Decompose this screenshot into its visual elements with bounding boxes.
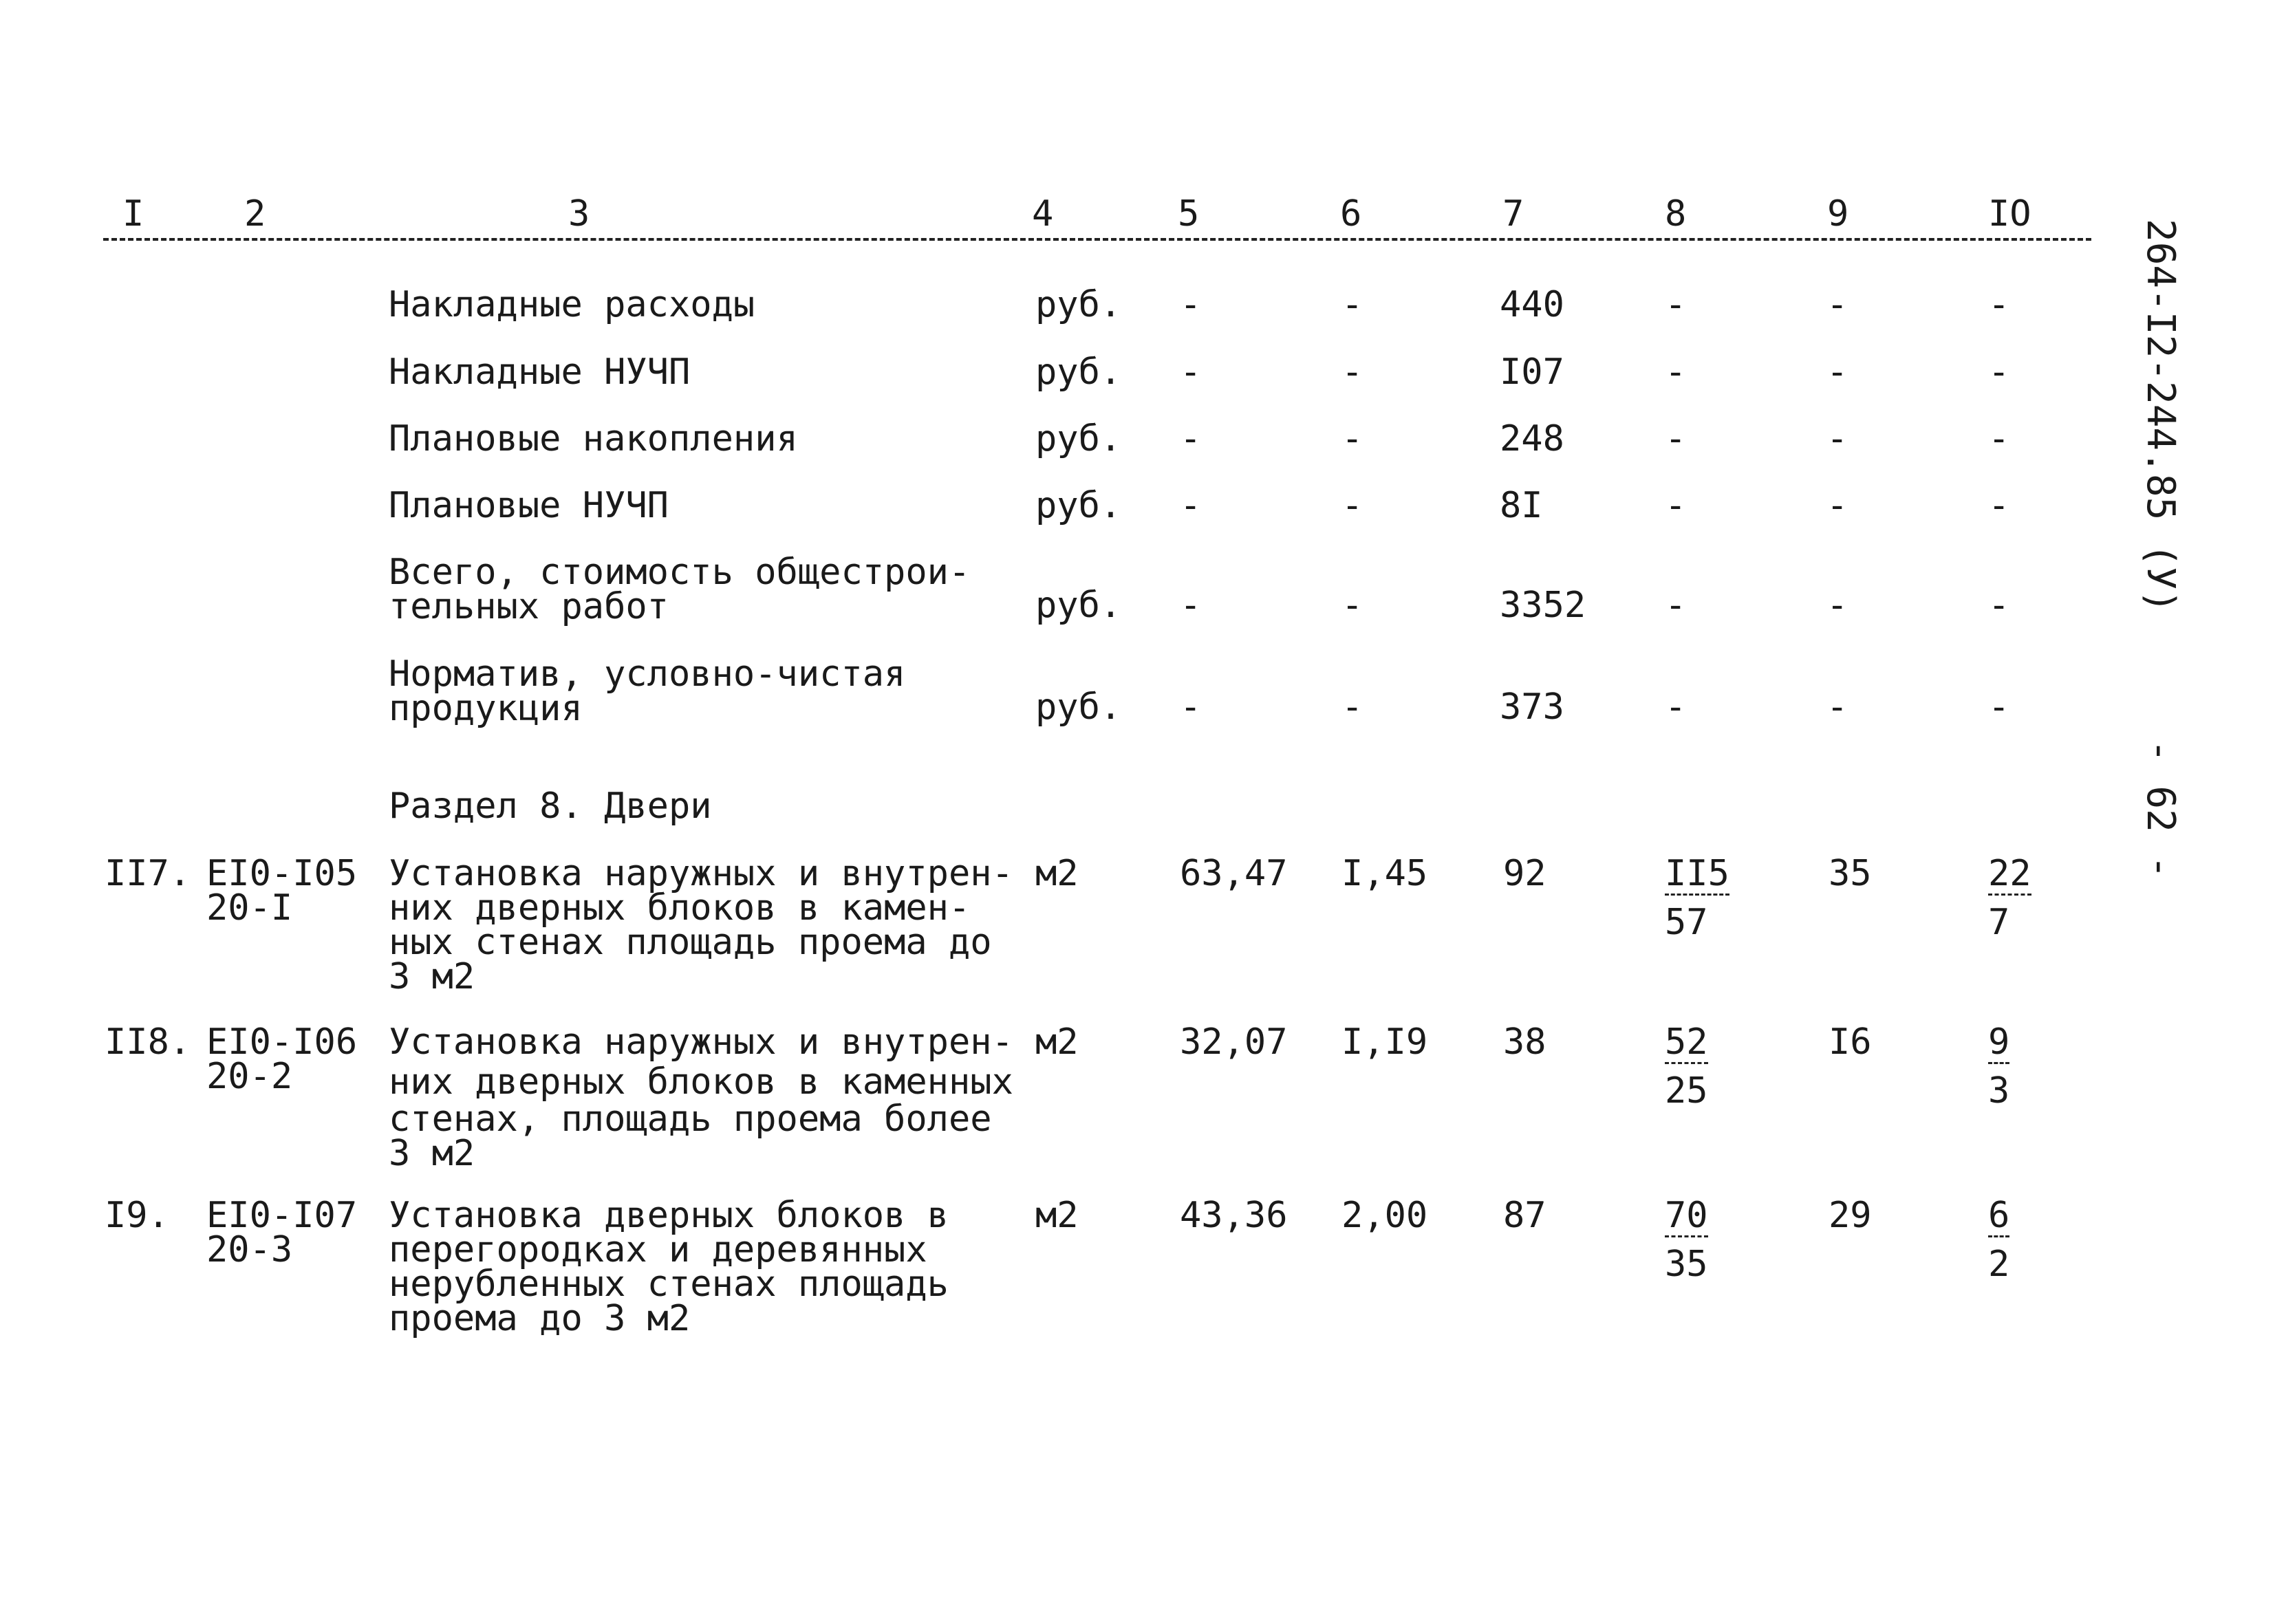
item-unit: м2 — [1035, 1195, 1079, 1236]
item-c6: I,I9 — [1341, 1021, 1428, 1063]
item-c10-fraction — [1988, 853, 2031, 943]
summary-c5: - — [1180, 686, 1202, 728]
item-c5: 32,07 — [1180, 1021, 1288, 1063]
item-unit: м2 — [1035, 1021, 1079, 1063]
fraction-numerator: 22 — [1988, 853, 2031, 894]
item-c6: 2,00 — [1341, 1195, 1428, 1236]
summary-c5: - — [1180, 418, 1202, 459]
fraction-denominator: 25 — [1665, 1070, 1708, 1112]
fraction-numerator: 9 — [1988, 1021, 2010, 1063]
item-c6: I,45 — [1341, 853, 1428, 894]
summary-unit: руб. — [1035, 351, 1122, 393]
summary-unit: руб. — [1035, 585, 1122, 626]
summary-c8: - — [1665, 585, 1687, 626]
summary-c9: - — [1826, 686, 1848, 728]
fraction-denominator: 2 — [1988, 1244, 2010, 1285]
summary-c8: - — [1665, 284, 1687, 325]
item-desc-line: нерубленных стенах площадь — [389, 1264, 949, 1305]
summary-c6: - — [1341, 585, 1363, 626]
col-header-10: IO — [1988, 193, 2031, 235]
col-header-1: I — [122, 193, 144, 235]
summary-name: Накладные НУЧП — [389, 351, 691, 393]
summary-c10: - — [1988, 418, 2010, 459]
summary-c6: - — [1341, 686, 1363, 728]
item-desc-line: них дверных блоков в каменных — [389, 1061, 1013, 1103]
item-number: I9. — [105, 1195, 169, 1236]
summary-unit: руб. — [1035, 418, 1122, 459]
fraction-numerator: 6 — [1988, 1195, 2010, 1236]
item-c8-fraction — [1665, 853, 1729, 943]
summary-c7: I07 — [1500, 351, 1564, 393]
item-desc-line: 3 м2 — [389, 1133, 475, 1174]
summary-c5: - — [1180, 351, 1202, 393]
col-header-4: 4 — [1032, 193, 1054, 235]
summary-name-line1: Норматив, условно-чистая — [389, 653, 906, 695]
summary-c9: - — [1826, 351, 1848, 393]
summary-c6: - — [1341, 284, 1363, 325]
summary-c10: - — [1988, 284, 2010, 325]
section-title: Раздел 8. Двери — [389, 786, 712, 827]
item-c5: 63,47 — [1180, 853, 1288, 894]
item-desc-line: Установка наружных и внутрен- — [389, 853, 1013, 894]
item-code-line2: 20-3 — [206, 1229, 293, 1270]
item-c10-fraction — [1988, 1195, 2010, 1285]
item-c10-fraction — [1988, 1021, 2010, 1112]
summary-unit: руб. — [1035, 284, 1122, 325]
summary-name: Накладные расходы — [389, 284, 755, 325]
fraction-denominator: 3 — [1988, 1070, 2010, 1112]
item-desc-line: них дверных блоков в камен- — [389, 887, 971, 929]
item-code-line1: EI0-I06 — [206, 1021, 358, 1063]
col-header-3: 3 — [568, 193, 590, 235]
item-c7: 38 — [1503, 1021, 1546, 1063]
item-desc-line: стенах, площадь проема более — [389, 1098, 992, 1140]
col-header-9: 9 — [1827, 193, 1849, 235]
summary-c6: - — [1341, 351, 1363, 393]
summary-c6: - — [1341, 418, 1363, 459]
summary-c7: 3352 — [1500, 585, 1586, 626]
summary-c10: - — [1988, 585, 2010, 626]
summary-c9: - — [1826, 485, 1848, 526]
item-desc-line: ных стенах площадь проема до — [389, 922, 992, 963]
summary-c8: - — [1665, 418, 1687, 459]
summary-c10: - — [1988, 686, 2010, 728]
page-number: - 62 - — [2138, 739, 2183, 879]
summary-c10: - — [1988, 351, 2010, 393]
summary-c8: - — [1665, 485, 1687, 526]
item-c8-fraction — [1665, 1195, 1708, 1285]
summary-name: Плановые накопления — [389, 418, 798, 459]
item-c7: 92 — [1503, 853, 1546, 894]
col-header-2: 2 — [244, 193, 266, 235]
summary-c5: - — [1180, 284, 1202, 325]
col-header-7: 7 — [1502, 193, 1524, 235]
fraction-denominator: 7 — [1988, 902, 2010, 943]
summary-c8: - — [1665, 686, 1687, 728]
item-unit: м2 — [1035, 853, 1079, 894]
summary-c10: - — [1988, 485, 2010, 526]
item-desc-line: проема до 3 м2 — [389, 1298, 691, 1339]
summary-c7: 373 — [1500, 686, 1564, 728]
item-desc-line: перегородках и деревянных — [389, 1229, 927, 1270]
document-code: 264-I2-244.85 (У) — [2138, 219, 2183, 614]
fraction-denominator: 57 — [1665, 902, 1708, 943]
summary-c9: - — [1826, 585, 1848, 626]
summary-c6: - — [1341, 485, 1363, 526]
item-c9: I6 — [1829, 1021, 1872, 1063]
summary-unit: руб. — [1035, 686, 1122, 728]
item-code-line2: 20-2 — [206, 1056, 293, 1097]
summary-name-line1: Всего, стоимость общестрои- — [389, 552, 971, 593]
summary-name-line2: продукция — [389, 688, 583, 729]
summary-c9: - — [1826, 284, 1848, 325]
summary-c7: 440 — [1500, 284, 1564, 325]
item-number: II8. — [105, 1021, 191, 1063]
fraction-denominator: 35 — [1665, 1244, 1708, 1285]
summary-name: Плановые НУЧП — [389, 485, 669, 526]
item-c9: 29 — [1829, 1195, 1872, 1236]
header-divider — [103, 238, 2091, 241]
summary-c5: - — [1180, 585, 1202, 626]
fraction-numerator: II5 — [1665, 853, 1729, 894]
col-header-6: 6 — [1340, 193, 1362, 235]
item-c5: 43,36 — [1180, 1195, 1288, 1236]
item-code-line1: EI0-I07 — [206, 1195, 358, 1236]
fraction-numerator: 70 — [1665, 1195, 1708, 1236]
item-desc-line: Установка наружных и внутрен- — [389, 1021, 1013, 1063]
summary-name-line2: тельных работ — [389, 586, 669, 627]
summary-c9: - — [1826, 418, 1848, 459]
col-header-5: 5 — [1178, 193, 1200, 235]
item-c8-fraction — [1665, 1021, 1708, 1112]
item-desc-line: Установка дверных блоков в — [389, 1195, 949, 1236]
item-c7: 87 — [1503, 1195, 1546, 1236]
fraction-numerator: 52 — [1665, 1021, 1708, 1063]
summary-c7: 8I — [1500, 485, 1543, 526]
summary-c5: - — [1180, 485, 1202, 526]
summary-c7: 248 — [1500, 418, 1564, 459]
item-number: II7. — [105, 853, 191, 894]
summary-unit: руб. — [1035, 485, 1122, 526]
item-code-line2: 20-I — [206, 887, 293, 929]
summary-c8: - — [1665, 351, 1687, 393]
item-code-line1: EI0-I05 — [206, 853, 358, 894]
item-desc-line: 3 м2 — [389, 956, 475, 997]
col-header-8: 8 — [1665, 193, 1687, 235]
item-c9: 35 — [1829, 853, 1872, 894]
